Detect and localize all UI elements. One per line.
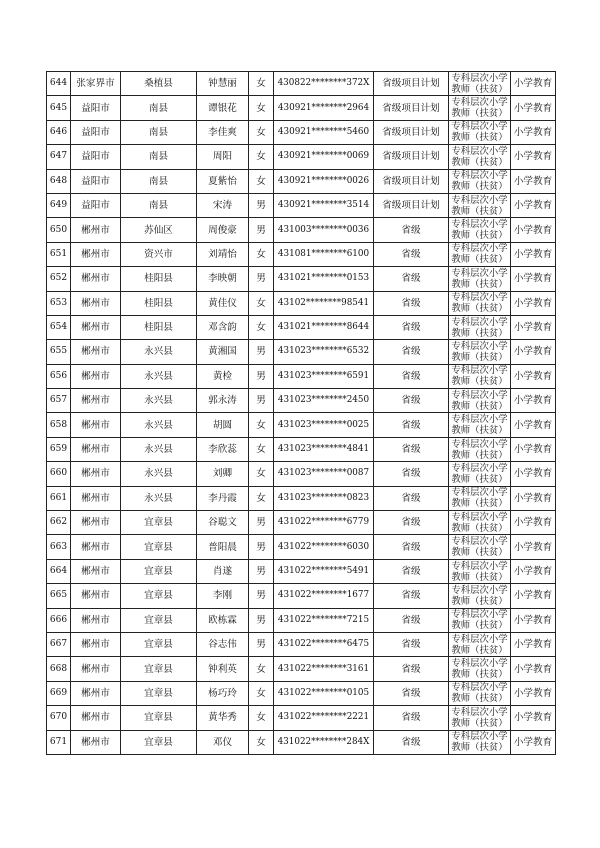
cell-position: 专科层次小学教师（扶贫） <box>449 218 511 242</box>
cell-major: 小学教育 <box>511 437 556 461</box>
cell-major: 小学教育 <box>511 218 556 242</box>
cell-gender: 男 <box>249 535 274 559</box>
table-row <box>47 267 556 291</box>
cell-id-number: 431023********0087 <box>274 462 374 486</box>
cell-position: 专科层次小学教师（扶贫） <box>449 96 511 120</box>
cell-major: 小学教育 <box>511 169 556 193</box>
cell-major: 小学教育 <box>511 96 556 120</box>
cell-position: 专科层次小学教师（扶贫） <box>449 486 511 510</box>
cell-city: 郴州市 <box>71 681 121 705</box>
cell-row-number: 648 <box>47 169 71 193</box>
cell-id-number: 431003********0036 <box>274 218 374 242</box>
cell-city: 郴州市 <box>71 462 121 486</box>
cell-county: 宜章县 <box>121 511 197 535</box>
cell-plan-type: 省级项目计划 <box>374 145 449 169</box>
cell-city: 郴州市 <box>71 584 121 608</box>
cell-plan-type: 省级 <box>374 535 449 559</box>
cell-id-number: 431023********0823 <box>274 486 374 510</box>
cell-name: 周俊豪 <box>197 218 249 242</box>
cell-gender: 男 <box>249 608 274 632</box>
cell-major: 小学教育 <box>511 657 556 681</box>
cell-position: 专科层次小学教师（扶贫） <box>449 559 511 583</box>
cell-id-number: 430921********2964 <box>274 96 374 120</box>
cell-gender: 男 <box>249 559 274 583</box>
cell-name: 刘卿 <box>197 462 249 486</box>
table-row <box>47 511 556 535</box>
cell-name: 刘靖怡 <box>197 242 249 266</box>
cell-gender: 男 <box>249 267 274 291</box>
cell-major: 小学教育 <box>511 632 556 656</box>
cell-name: 钟慧丽 <box>197 72 249 96</box>
table-row <box>47 462 556 486</box>
cell-major: 小学教育 <box>511 315 556 339</box>
cell-county: 永兴县 <box>121 486 197 510</box>
cell-city: 郴州市 <box>71 437 121 461</box>
cell-name: 宋涛 <box>197 193 249 217</box>
cell-plan-type: 省级 <box>374 389 449 413</box>
cell-plan-type: 省级 <box>374 730 449 754</box>
cell-gender: 女 <box>249 681 274 705</box>
cell-row-number: 662 <box>47 511 71 535</box>
cell-city: 郴州市 <box>71 657 121 681</box>
table-row <box>47 559 556 583</box>
cell-city: 郴州市 <box>71 535 121 559</box>
table-row <box>47 340 556 364</box>
cell-row-number: 669 <box>47 681 71 705</box>
cell-gender: 女 <box>249 730 274 754</box>
cell-gender: 女 <box>249 291 274 315</box>
cell-name: 李丹霞 <box>197 486 249 510</box>
cell-name: 谭银花 <box>197 96 249 120</box>
cell-position: 专科层次小学教师（扶贫） <box>449 267 511 291</box>
cell-county: 南县 <box>121 96 197 120</box>
cell-city: 郴州市 <box>71 389 121 413</box>
cell-row-number: 656 <box>47 364 71 388</box>
cell-plan-type: 省级 <box>374 242 449 266</box>
cell-major: 小学教育 <box>511 340 556 364</box>
cell-gender: 女 <box>249 120 274 144</box>
cell-name: 黄湘国 <box>197 340 249 364</box>
cell-city: 郴州市 <box>71 608 121 632</box>
cell-position: 专科层次小学教师（扶贫） <box>449 193 511 217</box>
cell-row-number: 651 <box>47 242 71 266</box>
cell-major: 小学教育 <box>511 413 556 437</box>
table-row <box>47 120 556 144</box>
cell-plan-type: 省级 <box>374 364 449 388</box>
cell-position: 专科层次小学教师（扶贫） <box>449 657 511 681</box>
cell-id-number: 431081********6100 <box>274 242 374 266</box>
cell-position: 专科层次小学教师（扶贫） <box>449 291 511 315</box>
cell-position: 专科层次小学教师（扶贫） <box>449 706 511 730</box>
table-row <box>47 72 556 96</box>
cell-plan-type: 省级 <box>374 437 449 461</box>
cell-plan-type: 省级 <box>374 559 449 583</box>
cell-position: 专科层次小学教师（扶贫） <box>449 437 511 461</box>
cell-name: 黄佳仪 <box>197 291 249 315</box>
cell-name: 李欣蕊 <box>197 437 249 461</box>
cell-city: 郴州市 <box>71 218 121 242</box>
cell-id-number: 431023********6591 <box>274 364 374 388</box>
cell-county: 宜章县 <box>121 584 197 608</box>
cell-county: 永兴县 <box>121 462 197 486</box>
cell-position: 专科层次小学教师（扶贫） <box>449 120 511 144</box>
cell-position: 专科层次小学教师（扶贫） <box>449 462 511 486</box>
cell-name: 欧栋霖 <box>197 608 249 632</box>
cell-position: 专科层次小学教师（扶贫） <box>449 632 511 656</box>
cell-major: 小学教育 <box>511 681 556 705</box>
table-row <box>47 413 556 437</box>
cell-plan-type: 省级 <box>374 218 449 242</box>
cell-city: 郴州市 <box>71 267 121 291</box>
cell-city: 益阳市 <box>71 120 121 144</box>
cell-gender: 女 <box>249 145 274 169</box>
table-row <box>47 706 556 730</box>
cell-position: 专科层次小学教师（扶贫） <box>449 730 511 754</box>
cell-id-number: 431023********4841 <box>274 437 374 461</box>
cell-gender: 女 <box>249 706 274 730</box>
cell-city: 益阳市 <box>71 169 121 193</box>
cell-gender: 女 <box>249 96 274 120</box>
cell-id-number: 430921********5460 <box>274 120 374 144</box>
cell-plan-type: 省级 <box>374 413 449 437</box>
cell-id-number: 431022********7215 <box>274 608 374 632</box>
table-row <box>47 145 556 169</box>
cell-plan-type: 省级 <box>374 681 449 705</box>
cell-city: 益阳市 <box>71 193 121 217</box>
cell-id-number: 431022********6030 <box>274 535 374 559</box>
cell-row-number: 659 <box>47 437 71 461</box>
cell-row-number: 645 <box>47 96 71 120</box>
cell-position: 专科层次小学教师（扶贫） <box>449 145 511 169</box>
cell-major: 小学教育 <box>511 730 556 754</box>
cell-row-number: 671 <box>47 730 71 754</box>
cell-gender: 男 <box>249 389 274 413</box>
cell-row-number: 649 <box>47 193 71 217</box>
cell-gender: 男 <box>249 340 274 364</box>
cell-row-number: 664 <box>47 559 71 583</box>
cell-row-number: 658 <box>47 413 71 437</box>
cell-gender: 女 <box>249 72 274 96</box>
cell-city: 郴州市 <box>71 242 121 266</box>
cell-major: 小学教育 <box>511 511 556 535</box>
cell-plan-type: 省级 <box>374 291 449 315</box>
cell-county: 桑植县 <box>121 72 197 96</box>
cell-position: 专科层次小学教师（扶贫） <box>449 72 511 96</box>
cell-gender: 女 <box>249 315 274 339</box>
cell-id-number: 430921********3514 <box>274 193 374 217</box>
cell-major: 小学教育 <box>511 242 556 266</box>
cell-gender: 男 <box>249 218 274 242</box>
cell-row-number: 670 <box>47 706 71 730</box>
cell-plan-type: 省级 <box>374 632 449 656</box>
table-row <box>47 657 556 681</box>
cell-plan-type: 省级项目计划 <box>374 120 449 144</box>
cell-name: 普阳晨 <box>197 535 249 559</box>
cell-gender: 女 <box>249 437 274 461</box>
table-row <box>47 218 556 242</box>
cell-county: 苏仙区 <box>121 218 197 242</box>
cell-county: 资兴市 <box>121 242 197 266</box>
cell-county: 宜章县 <box>121 608 197 632</box>
cell-name: 夏紫怡 <box>197 169 249 193</box>
cell-position: 专科层次小学教师（扶贫） <box>449 364 511 388</box>
cell-id-number: 431022********6475 <box>274 632 374 656</box>
cell-position: 专科层次小学教师（扶贫） <box>449 340 511 364</box>
cell-plan-type: 省级项目计划 <box>374 72 449 96</box>
cell-position: 专科层次小学教师（扶贫） <box>449 535 511 559</box>
cell-name: 谷志伟 <box>197 632 249 656</box>
cell-position: 专科层次小学教师（扶贫） <box>449 413 511 437</box>
cell-name: 黄检 <box>197 364 249 388</box>
cell-name: 李佳爽 <box>197 120 249 144</box>
cell-id-number: 431022********3161 <box>274 657 374 681</box>
cell-city: 郴州市 <box>71 340 121 364</box>
table-row <box>47 486 556 510</box>
cell-row-number: 661 <box>47 486 71 510</box>
cell-city: 郴州市 <box>71 706 121 730</box>
cell-id-number: 431022********1677 <box>274 584 374 608</box>
cell-county: 南县 <box>121 169 197 193</box>
cell-row-number: 647 <box>47 145 71 169</box>
roster-body <box>47 72 556 755</box>
cell-row-number: 668 <box>47 657 71 681</box>
cell-major: 小学教育 <box>511 584 556 608</box>
cell-id-number: 431022********5491 <box>274 559 374 583</box>
cell-row-number: 655 <box>47 340 71 364</box>
cell-id-number: 43102********98541 <box>274 291 374 315</box>
cell-name: 钟利英 <box>197 657 249 681</box>
table-row <box>47 730 556 754</box>
cell-major: 小学教育 <box>511 486 556 510</box>
cell-position: 专科层次小学教师（扶贫） <box>449 584 511 608</box>
cell-plan-type: 省级 <box>374 340 449 364</box>
cell-gender: 女 <box>249 413 274 437</box>
cell-city: 郴州市 <box>71 730 121 754</box>
cell-row-number: 666 <box>47 608 71 632</box>
cell-county: 南县 <box>121 120 197 144</box>
cell-name: 郭永涛 <box>197 389 249 413</box>
cell-plan-type: 省级项目计划 <box>374 96 449 120</box>
cell-position: 专科层次小学教师（扶贫） <box>449 169 511 193</box>
cell-row-number: 665 <box>47 584 71 608</box>
cell-plan-type: 省级 <box>374 706 449 730</box>
cell-position: 专科层次小学教师（扶贫） <box>449 681 511 705</box>
cell-id-number: 431022********6779 <box>274 511 374 535</box>
cell-county: 宜章县 <box>121 706 197 730</box>
cell-county: 桂阳县 <box>121 267 197 291</box>
cell-plan-type: 省级项目计划 <box>374 193 449 217</box>
cell-id-number: 430921********0026 <box>274 169 374 193</box>
cell-gender: 男 <box>249 193 274 217</box>
cell-county: 宜章县 <box>121 632 197 656</box>
table-row <box>47 291 556 315</box>
table-row <box>47 315 556 339</box>
cell-row-number: 657 <box>47 389 71 413</box>
table-row <box>47 608 556 632</box>
cell-county: 宜章县 <box>121 681 197 705</box>
cell-plan-type: 省级 <box>374 462 449 486</box>
cell-id-number: 431021********0153 <box>274 267 374 291</box>
cell-name: 谷聪文 <box>197 511 249 535</box>
cell-plan-type: 省级 <box>374 584 449 608</box>
cell-id-number: 431022********284X <box>274 730 374 754</box>
cell-position: 专科层次小学教师（扶贫） <box>449 511 511 535</box>
cell-city: 益阳市 <box>71 96 121 120</box>
cell-row-number: 667 <box>47 632 71 656</box>
cell-plan-type: 省级 <box>374 267 449 291</box>
cell-id-number: 431022********2221 <box>274 706 374 730</box>
cell-position: 专科层次小学教师（扶贫） <box>449 242 511 266</box>
cell-city: 郴州市 <box>71 364 121 388</box>
cell-position: 专科层次小学教师（扶贫） <box>449 315 511 339</box>
cell-city: 郴州市 <box>71 486 121 510</box>
cell-row-number: 646 <box>47 120 71 144</box>
cell-gender: 男 <box>249 511 274 535</box>
cell-plan-type: 省级 <box>374 511 449 535</box>
cell-row-number: 663 <box>47 535 71 559</box>
cell-major: 小学教育 <box>511 267 556 291</box>
cell-gender: 女 <box>249 462 274 486</box>
cell-gender: 女 <box>249 657 274 681</box>
cell-row-number: 660 <box>47 462 71 486</box>
cell-county: 永兴县 <box>121 364 197 388</box>
cell-city: 郴州市 <box>71 511 121 535</box>
cell-name: 李刚 <box>197 584 249 608</box>
cell-city: 郴州市 <box>71 413 121 437</box>
table-row <box>47 169 556 193</box>
cell-id-number: 431022********0105 <box>274 681 374 705</box>
cell-name: 黄华秀 <box>197 706 249 730</box>
cell-major: 小学教育 <box>511 145 556 169</box>
cell-county: 南县 <box>121 193 197 217</box>
cell-row-number: 654 <box>47 315 71 339</box>
cell-county: 宜章县 <box>121 559 197 583</box>
cell-id-number: 430921********0069 <box>274 145 374 169</box>
cell-gender: 男 <box>249 584 274 608</box>
cell-county: 宜章县 <box>121 730 197 754</box>
cell-row-number: 644 <box>47 72 71 96</box>
table-row <box>47 632 556 656</box>
cell-major: 小学教育 <box>511 608 556 632</box>
cell-gender: 女 <box>249 486 274 510</box>
cell-major: 小学教育 <box>511 559 556 583</box>
cell-name: 周阳 <box>197 145 249 169</box>
table-row <box>47 96 556 120</box>
cell-plan-type: 省级项目计划 <box>374 169 449 193</box>
cell-name: 李映朝 <box>197 267 249 291</box>
cell-plan-type: 省级 <box>374 608 449 632</box>
cell-city: 郴州市 <box>71 291 121 315</box>
cell-name: 胡圆 <box>197 413 249 437</box>
roster-table <box>46 71 556 755</box>
cell-city: 郴州市 <box>71 559 121 583</box>
cell-id-number: 431021********8644 <box>274 315 374 339</box>
cell-county: 永兴县 <box>121 389 197 413</box>
cell-id-number: 431023********2450 <box>274 389 374 413</box>
cell-city: 郴州市 <box>71 632 121 656</box>
cell-row-number: 652 <box>47 267 71 291</box>
table-row <box>47 584 556 608</box>
cell-county: 永兴县 <box>121 340 197 364</box>
table-row <box>47 193 556 217</box>
cell-major: 小学教育 <box>511 389 556 413</box>
cell-city: 益阳市 <box>71 145 121 169</box>
cell-plan-type: 省级 <box>374 657 449 681</box>
cell-id-number: 431023********6532 <box>274 340 374 364</box>
cell-gender: 女 <box>249 242 274 266</box>
cell-name: 肖遂 <box>197 559 249 583</box>
cell-row-number: 650 <box>47 218 71 242</box>
cell-plan-type: 省级 <box>374 315 449 339</box>
table-row <box>47 242 556 266</box>
cell-county: 宜章县 <box>121 657 197 681</box>
cell-county: 永兴县 <box>121 437 197 461</box>
cell-plan-type: 省级 <box>374 486 449 510</box>
cell-major: 小学教育 <box>511 291 556 315</box>
cell-major: 小学教育 <box>511 535 556 559</box>
cell-county: 宜章县 <box>121 535 197 559</box>
cell-position: 专科层次小学教师（扶贫） <box>449 608 511 632</box>
table-row <box>47 535 556 559</box>
cell-city: 郴州市 <box>71 315 121 339</box>
cell-city: 张家界市 <box>71 72 121 96</box>
cell-name: 杨巧玲 <box>197 681 249 705</box>
cell-row-number: 653 <box>47 291 71 315</box>
cell-major: 小学教育 <box>511 364 556 388</box>
cell-county: 桂阳县 <box>121 315 197 339</box>
cell-name: 邓仪 <box>197 730 249 754</box>
cell-gender: 男 <box>249 632 274 656</box>
cell-gender: 女 <box>249 169 274 193</box>
table-row <box>47 681 556 705</box>
cell-id-number: 430822********372X <box>274 72 374 96</box>
table-row <box>47 389 556 413</box>
cell-major: 小学教育 <box>511 462 556 486</box>
cell-major: 小学教育 <box>511 706 556 730</box>
cell-county: 桂阳县 <box>121 291 197 315</box>
cell-position: 专科层次小学教师（扶贫） <box>449 389 511 413</box>
cell-county: 永兴县 <box>121 413 197 437</box>
table-row <box>47 364 556 388</box>
cell-id-number: 431023********0025 <box>274 413 374 437</box>
cell-county: 南县 <box>121 145 197 169</box>
table-row <box>47 437 556 461</box>
cell-major: 小学教育 <box>511 72 556 96</box>
cell-name: 邓含韵 <box>197 315 249 339</box>
cell-major: 小学教育 <box>511 120 556 144</box>
cell-major: 小学教育 <box>511 193 556 217</box>
cell-gender: 男 <box>249 364 274 388</box>
